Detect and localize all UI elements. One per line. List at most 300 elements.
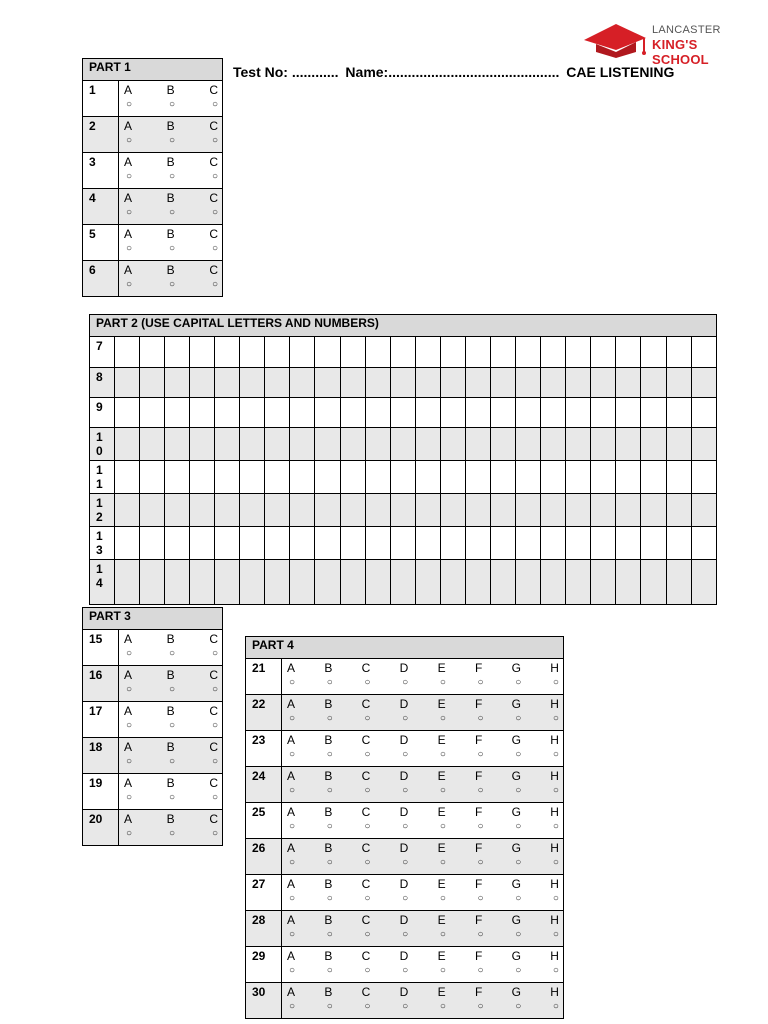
letter-box[interactable] xyxy=(240,461,265,494)
letter-box[interactable] xyxy=(440,337,465,368)
letter-box[interactable] xyxy=(190,527,215,560)
letter-box[interactable] xyxy=(440,494,465,527)
answer-bubble[interactable]: ○ xyxy=(402,677,409,688)
answer-bubble[interactable]: ○ xyxy=(439,929,446,940)
letter-box[interactable] xyxy=(490,527,515,560)
letter-box[interactable] xyxy=(641,461,666,494)
letter-box[interactable] xyxy=(616,428,641,461)
answer-bubble[interactable]: ○ xyxy=(402,821,409,832)
answer-bubble[interactable]: ○ xyxy=(126,720,133,731)
letter-box[interactable] xyxy=(215,527,240,560)
letter-box[interactable] xyxy=(340,461,365,494)
letter-box[interactable] xyxy=(290,527,315,560)
letter-box[interactable] xyxy=(365,428,390,461)
answer-bubble[interactable]: ○ xyxy=(126,792,133,803)
answer-bubble[interactable]: ○ xyxy=(211,171,218,182)
letter-box[interactable] xyxy=(164,398,189,428)
letter-box[interactable] xyxy=(240,494,265,527)
letter-box[interactable] xyxy=(566,494,591,527)
letter-box[interactable] xyxy=(164,560,189,605)
letter-box[interactable] xyxy=(666,398,691,428)
letter-box[interactable] xyxy=(240,398,265,428)
letter-box[interactable] xyxy=(465,337,490,368)
letter-box[interactable] xyxy=(591,494,616,527)
letter-box[interactable] xyxy=(139,398,164,428)
letter-box[interactable] xyxy=(114,398,139,428)
letter-box[interactable] xyxy=(465,461,490,494)
letter-box[interactable] xyxy=(190,337,215,368)
letter-box[interactable] xyxy=(465,560,490,605)
answer-bubble[interactable]: ○ xyxy=(326,677,333,688)
letter-box[interactable] xyxy=(516,461,541,494)
letter-box[interactable] xyxy=(114,428,139,461)
letter-box[interactable] xyxy=(265,494,290,527)
letter-box[interactable] xyxy=(390,527,415,560)
letter-box[interactable] xyxy=(390,368,415,398)
letter-box[interactable] xyxy=(265,461,290,494)
letter-box[interactable] xyxy=(265,337,290,368)
letter-box[interactable] xyxy=(164,428,189,461)
letter-box[interactable] xyxy=(315,494,340,527)
letter-box[interactable] xyxy=(114,461,139,494)
letter-box[interactable] xyxy=(516,368,541,398)
answer-bubble[interactable]: ○ xyxy=(477,893,484,904)
answer-bubble[interactable]: ○ xyxy=(515,785,522,796)
answer-bubble[interactable]: ○ xyxy=(552,893,559,904)
test-no-field[interactable]: Test No: ............ xyxy=(233,64,339,80)
answer-bubble[interactable]: ○ xyxy=(126,243,133,254)
answer-bubble[interactable]: ○ xyxy=(126,279,133,290)
letter-box[interactable] xyxy=(139,560,164,605)
answer-bubble[interactable]: ○ xyxy=(477,1001,484,1012)
letter-box[interactable] xyxy=(691,461,716,494)
answer-bubble[interactable]: ○ xyxy=(126,828,133,839)
letter-box[interactable] xyxy=(591,398,616,428)
answer-bubble[interactable]: ○ xyxy=(168,684,176,695)
letter-box[interactable] xyxy=(415,398,440,428)
letter-box[interactable] xyxy=(290,560,315,605)
answer-bubble[interactable]: ○ xyxy=(211,684,218,695)
letter-box[interactable] xyxy=(616,560,641,605)
letter-box[interactable] xyxy=(641,560,666,605)
letter-box[interactable] xyxy=(465,494,490,527)
answer-bubble[interactable]: ○ xyxy=(515,821,522,832)
answer-bubble[interactable]: ○ xyxy=(211,135,218,146)
answer-bubble[interactable]: ○ xyxy=(364,893,371,904)
letter-box[interactable] xyxy=(440,398,465,428)
letter-box[interactable] xyxy=(490,461,515,494)
letter-box[interactable] xyxy=(365,560,390,605)
letter-box[interactable] xyxy=(315,461,340,494)
letter-box[interactable] xyxy=(190,494,215,527)
answer-bubble[interactable]: ○ xyxy=(326,821,333,832)
letter-box[interactable] xyxy=(666,337,691,368)
letter-box[interactable] xyxy=(591,461,616,494)
letter-box[interactable] xyxy=(541,368,566,398)
answer-bubble[interactable]: ○ xyxy=(326,965,333,976)
answer-bubble[interactable]: ○ xyxy=(552,821,559,832)
letter-box[interactable] xyxy=(666,560,691,605)
letter-box[interactable] xyxy=(390,461,415,494)
letter-box[interactable] xyxy=(114,494,139,527)
letter-box[interactable] xyxy=(415,494,440,527)
answer-bubble[interactable]: ○ xyxy=(168,648,176,659)
letter-box[interactable] xyxy=(641,494,666,527)
letter-box[interactable] xyxy=(290,337,315,368)
letter-box[interactable] xyxy=(566,337,591,368)
answer-bubble[interactable]: ○ xyxy=(364,929,371,940)
answer-bubble[interactable]: ○ xyxy=(211,207,218,218)
letter-box[interactable] xyxy=(516,527,541,560)
letter-box[interactable] xyxy=(541,461,566,494)
answer-bubble[interactable]: ○ xyxy=(326,749,333,760)
answer-bubble[interactable]: ○ xyxy=(515,857,522,868)
letter-box[interactable] xyxy=(215,368,240,398)
letter-box[interactable] xyxy=(490,398,515,428)
answer-bubble[interactable]: ○ xyxy=(168,756,176,767)
answer-bubble[interactable]: ○ xyxy=(126,648,133,659)
answer-bubble[interactable]: ○ xyxy=(168,207,176,218)
letter-box[interactable] xyxy=(114,368,139,398)
letter-box[interactable] xyxy=(215,337,240,368)
letter-box[interactable] xyxy=(440,560,465,605)
answer-bubble[interactable]: ○ xyxy=(477,929,484,940)
answer-bubble[interactable]: ○ xyxy=(168,243,176,254)
letter-box[interactable] xyxy=(541,527,566,560)
letter-box[interactable] xyxy=(691,527,716,560)
answer-bubble[interactable]: ○ xyxy=(364,713,371,724)
answer-bubble[interactable]: ○ xyxy=(289,713,296,724)
letter-box[interactable] xyxy=(566,428,591,461)
letter-box[interactable] xyxy=(114,527,139,560)
letter-box[interactable] xyxy=(691,560,716,605)
answer-bubble[interactable]: ○ xyxy=(364,749,371,760)
letter-box[interactable] xyxy=(240,527,265,560)
letter-box[interactable] xyxy=(566,527,591,560)
letter-box[interactable] xyxy=(190,368,215,398)
letter-box[interactable] xyxy=(641,428,666,461)
letter-box[interactable] xyxy=(290,368,315,398)
letter-box[interactable] xyxy=(365,398,390,428)
letter-box[interactable] xyxy=(415,368,440,398)
answer-bubble[interactable]: ○ xyxy=(515,965,522,976)
letter-box[interactable] xyxy=(490,428,515,461)
name-field[interactable]: Name:............................................ xyxy=(345,64,560,80)
answer-bubble[interactable]: ○ xyxy=(326,929,333,940)
letter-box[interactable] xyxy=(616,337,641,368)
letter-box[interactable] xyxy=(340,428,365,461)
letter-box[interactable] xyxy=(440,368,465,398)
letter-box[interactable] xyxy=(390,560,415,605)
letter-box[interactable] xyxy=(641,337,666,368)
answer-bubble[interactable]: ○ xyxy=(168,828,176,839)
letter-box[interactable] xyxy=(465,368,490,398)
answer-bubble[interactable]: ○ xyxy=(289,677,296,688)
letter-box[interactable] xyxy=(114,337,139,368)
answer-bubble[interactable]: ○ xyxy=(126,171,133,182)
letter-box[interactable] xyxy=(240,337,265,368)
letter-box[interactable] xyxy=(340,494,365,527)
letter-box[interactable] xyxy=(415,461,440,494)
letter-box[interactable] xyxy=(566,461,591,494)
answer-bubble[interactable]: ○ xyxy=(439,893,446,904)
letter-box[interactable] xyxy=(340,560,365,605)
letter-box[interactable] xyxy=(616,527,641,560)
letter-box[interactable] xyxy=(591,527,616,560)
answer-bubble[interactable]: ○ xyxy=(168,279,176,290)
letter-box[interactable] xyxy=(340,337,365,368)
answer-bubble[interactable]: ○ xyxy=(211,648,218,659)
answer-bubble[interactable]: ○ xyxy=(289,857,296,868)
letter-box[interactable] xyxy=(465,428,490,461)
letter-box[interactable] xyxy=(139,494,164,527)
letter-box[interactable] xyxy=(365,368,390,398)
letter-box[interactable] xyxy=(691,398,716,428)
answer-bubble[interactable]: ○ xyxy=(439,857,446,868)
answer-bubble[interactable]: ○ xyxy=(477,965,484,976)
answer-bubble[interactable]: ○ xyxy=(477,677,484,688)
answer-bubble[interactable]: ○ xyxy=(439,785,446,796)
letter-box[interactable] xyxy=(440,461,465,494)
letter-box[interactable] xyxy=(190,398,215,428)
answer-bubble[interactable]: ○ xyxy=(289,749,296,760)
letter-box[interactable] xyxy=(415,527,440,560)
answer-bubble[interactable]: ○ xyxy=(402,893,409,904)
letter-box[interactable] xyxy=(164,527,189,560)
letter-box[interactable] xyxy=(666,368,691,398)
letter-box[interactable] xyxy=(315,337,340,368)
answer-bubble[interactable]: ○ xyxy=(477,749,484,760)
letter-box[interactable] xyxy=(666,527,691,560)
answer-bubble[interactable]: ○ xyxy=(289,821,296,832)
letter-box[interactable] xyxy=(365,337,390,368)
answer-bubble[interactable]: ○ xyxy=(515,677,522,688)
letter-box[interactable] xyxy=(490,560,515,605)
letter-box[interactable] xyxy=(164,368,189,398)
answer-bubble[interactable]: ○ xyxy=(211,279,218,290)
letter-box[interactable] xyxy=(516,494,541,527)
letter-box[interactable] xyxy=(616,494,641,527)
letter-box[interactable] xyxy=(616,398,641,428)
answer-bubble[interactable]: ○ xyxy=(126,756,133,767)
answer-bubble[interactable]: ○ xyxy=(552,749,559,760)
answer-bubble[interactable]: ○ xyxy=(552,713,559,724)
letter-box[interactable] xyxy=(691,368,716,398)
letter-box[interactable] xyxy=(190,428,215,461)
letter-box[interactable] xyxy=(340,368,365,398)
letter-box[interactable] xyxy=(290,398,315,428)
answer-bubble[interactable]: ○ xyxy=(289,785,296,796)
letter-box[interactable] xyxy=(691,337,716,368)
letter-box[interactable] xyxy=(340,527,365,560)
letter-box[interactable] xyxy=(390,428,415,461)
answer-bubble[interactable]: ○ xyxy=(439,1001,446,1012)
letter-box[interactable] xyxy=(265,428,290,461)
answer-bubble[interactable]: ○ xyxy=(402,1001,409,1012)
letter-box[interactable] xyxy=(666,461,691,494)
answer-bubble[interactable]: ○ xyxy=(168,171,176,182)
answer-bubble[interactable]: ○ xyxy=(402,749,409,760)
letter-box[interactable] xyxy=(265,368,290,398)
letter-box[interactable] xyxy=(290,494,315,527)
answer-bubble[interactable]: ○ xyxy=(168,792,176,803)
letter-box[interactable] xyxy=(641,398,666,428)
letter-box[interactable] xyxy=(415,428,440,461)
letter-box[interactable] xyxy=(265,527,290,560)
letter-box[interactable] xyxy=(541,494,566,527)
letter-box[interactable] xyxy=(566,368,591,398)
letter-box[interactable] xyxy=(465,527,490,560)
answer-bubble[interactable]: ○ xyxy=(326,785,333,796)
answer-bubble[interactable]: ○ xyxy=(552,1001,559,1012)
answer-bubble[interactable]: ○ xyxy=(211,756,218,767)
letter-box[interactable] xyxy=(265,560,290,605)
letter-box[interactable] xyxy=(516,428,541,461)
answer-bubble[interactable]: ○ xyxy=(289,929,296,940)
letter-box[interactable] xyxy=(139,428,164,461)
letter-box[interactable] xyxy=(691,428,716,461)
answer-bubble[interactable]: ○ xyxy=(364,857,371,868)
letter-box[interactable] xyxy=(541,428,566,461)
letter-box[interactable] xyxy=(591,337,616,368)
answer-bubble[interactable]: ○ xyxy=(126,684,133,695)
letter-box[interactable] xyxy=(566,398,591,428)
letter-box[interactable] xyxy=(390,337,415,368)
answer-bubble[interactable]: ○ xyxy=(126,135,133,146)
letter-box[interactable] xyxy=(490,494,515,527)
letter-box[interactable] xyxy=(139,527,164,560)
letter-box[interactable] xyxy=(516,337,541,368)
answer-bubble[interactable]: ○ xyxy=(289,1001,296,1012)
letter-box[interactable] xyxy=(566,560,591,605)
letter-box[interactable] xyxy=(190,560,215,605)
answer-bubble[interactable]: ○ xyxy=(326,1001,333,1012)
letter-box[interactable] xyxy=(440,527,465,560)
answer-bubble[interactable]: ○ xyxy=(364,1001,371,1012)
answer-bubble[interactable]: ○ xyxy=(364,965,371,976)
answer-bubble[interactable]: ○ xyxy=(211,828,218,839)
answer-bubble[interactable]: ○ xyxy=(402,713,409,724)
answer-bubble[interactable]: ○ xyxy=(515,749,522,760)
letter-box[interactable] xyxy=(365,494,390,527)
letter-box[interactable] xyxy=(616,461,641,494)
letter-box[interactable] xyxy=(215,494,240,527)
letter-box[interactable] xyxy=(541,560,566,605)
answer-bubble[interactable]: ○ xyxy=(477,713,484,724)
answer-bubble[interactable]: ○ xyxy=(168,99,176,110)
letter-box[interactable] xyxy=(164,494,189,527)
letter-box[interactable] xyxy=(164,461,189,494)
letter-box[interactable] xyxy=(641,527,666,560)
letter-box[interactable] xyxy=(290,461,315,494)
letter-box[interactable] xyxy=(541,398,566,428)
letter-box[interactable] xyxy=(591,368,616,398)
letter-box[interactable] xyxy=(641,368,666,398)
letter-box[interactable] xyxy=(616,368,641,398)
answer-bubble[interactable]: ○ xyxy=(211,243,218,254)
letter-box[interactable] xyxy=(315,560,340,605)
answer-bubble[interactable]: ○ xyxy=(326,857,333,868)
letter-box[interactable] xyxy=(365,461,390,494)
answer-bubble[interactable]: ○ xyxy=(552,785,559,796)
answer-bubble[interactable]: ○ xyxy=(515,1001,522,1012)
letter-box[interactable] xyxy=(315,398,340,428)
letter-box[interactable] xyxy=(390,398,415,428)
answer-bubble[interactable]: ○ xyxy=(126,207,133,218)
answer-bubble[interactable]: ○ xyxy=(477,857,484,868)
answer-bubble[interactable]: ○ xyxy=(211,792,218,803)
answer-bubble[interactable]: ○ xyxy=(289,965,296,976)
letter-box[interactable] xyxy=(541,337,566,368)
answer-bubble[interactable]: ○ xyxy=(552,677,559,688)
letter-box[interactable] xyxy=(190,461,215,494)
letter-box[interactable] xyxy=(516,398,541,428)
answer-bubble[interactable]: ○ xyxy=(168,135,176,146)
letter-box[interactable] xyxy=(516,560,541,605)
answer-bubble[interactable]: ○ xyxy=(402,965,409,976)
letter-box[interactable] xyxy=(215,428,240,461)
letter-box[interactable] xyxy=(415,560,440,605)
letter-box[interactable] xyxy=(290,428,315,461)
letter-box[interactable] xyxy=(365,527,390,560)
letter-box[interactable] xyxy=(691,494,716,527)
answer-bubble[interactable]: ○ xyxy=(515,893,522,904)
answer-bubble[interactable]: ○ xyxy=(477,821,484,832)
letter-box[interactable] xyxy=(591,428,616,461)
letter-box[interactable] xyxy=(240,368,265,398)
letter-box[interactable] xyxy=(164,337,189,368)
letter-box[interactable] xyxy=(490,368,515,398)
answer-bubble[interactable]: ○ xyxy=(364,677,371,688)
letter-box[interactable] xyxy=(591,560,616,605)
answer-bubble[interactable]: ○ xyxy=(402,857,409,868)
letter-box[interactable] xyxy=(114,560,139,605)
letter-box[interactable] xyxy=(390,494,415,527)
answer-bubble[interactable]: ○ xyxy=(552,965,559,976)
letter-box[interactable] xyxy=(340,398,365,428)
answer-bubble[interactable]: ○ xyxy=(326,893,333,904)
answer-bubble[interactable]: ○ xyxy=(402,929,409,940)
letter-box[interactable] xyxy=(315,527,340,560)
answer-bubble[interactable]: ○ xyxy=(439,821,446,832)
letter-box[interactable] xyxy=(215,461,240,494)
letter-box[interactable] xyxy=(240,560,265,605)
answer-bubble[interactable]: ○ xyxy=(439,965,446,976)
answer-bubble[interactable]: ○ xyxy=(168,720,176,731)
answer-bubble[interactable]: ○ xyxy=(552,929,559,940)
letter-box[interactable] xyxy=(139,337,164,368)
letter-box[interactable] xyxy=(139,368,164,398)
answer-bubble[interactable]: ○ xyxy=(439,713,446,724)
letter-box[interactable] xyxy=(490,337,515,368)
letter-box[interactable] xyxy=(315,428,340,461)
answer-bubble[interactable]: ○ xyxy=(477,785,484,796)
letter-box[interactable] xyxy=(139,461,164,494)
letter-box[interactable] xyxy=(666,494,691,527)
answer-bubble[interactable]: ○ xyxy=(211,720,218,731)
letter-box[interactable] xyxy=(465,398,490,428)
letter-box[interactable] xyxy=(315,368,340,398)
letter-box[interactable] xyxy=(415,337,440,368)
answer-bubble[interactable]: ○ xyxy=(515,713,522,724)
answer-bubble[interactable]: ○ xyxy=(211,99,218,110)
letter-box[interactable] xyxy=(440,428,465,461)
answer-bubble[interactable]: ○ xyxy=(364,821,371,832)
answer-bubble[interactable]: ○ xyxy=(552,857,559,868)
letter-box[interactable] xyxy=(265,398,290,428)
answer-bubble[interactable]: ○ xyxy=(439,749,446,760)
answer-bubble[interactable]: ○ xyxy=(515,929,522,940)
